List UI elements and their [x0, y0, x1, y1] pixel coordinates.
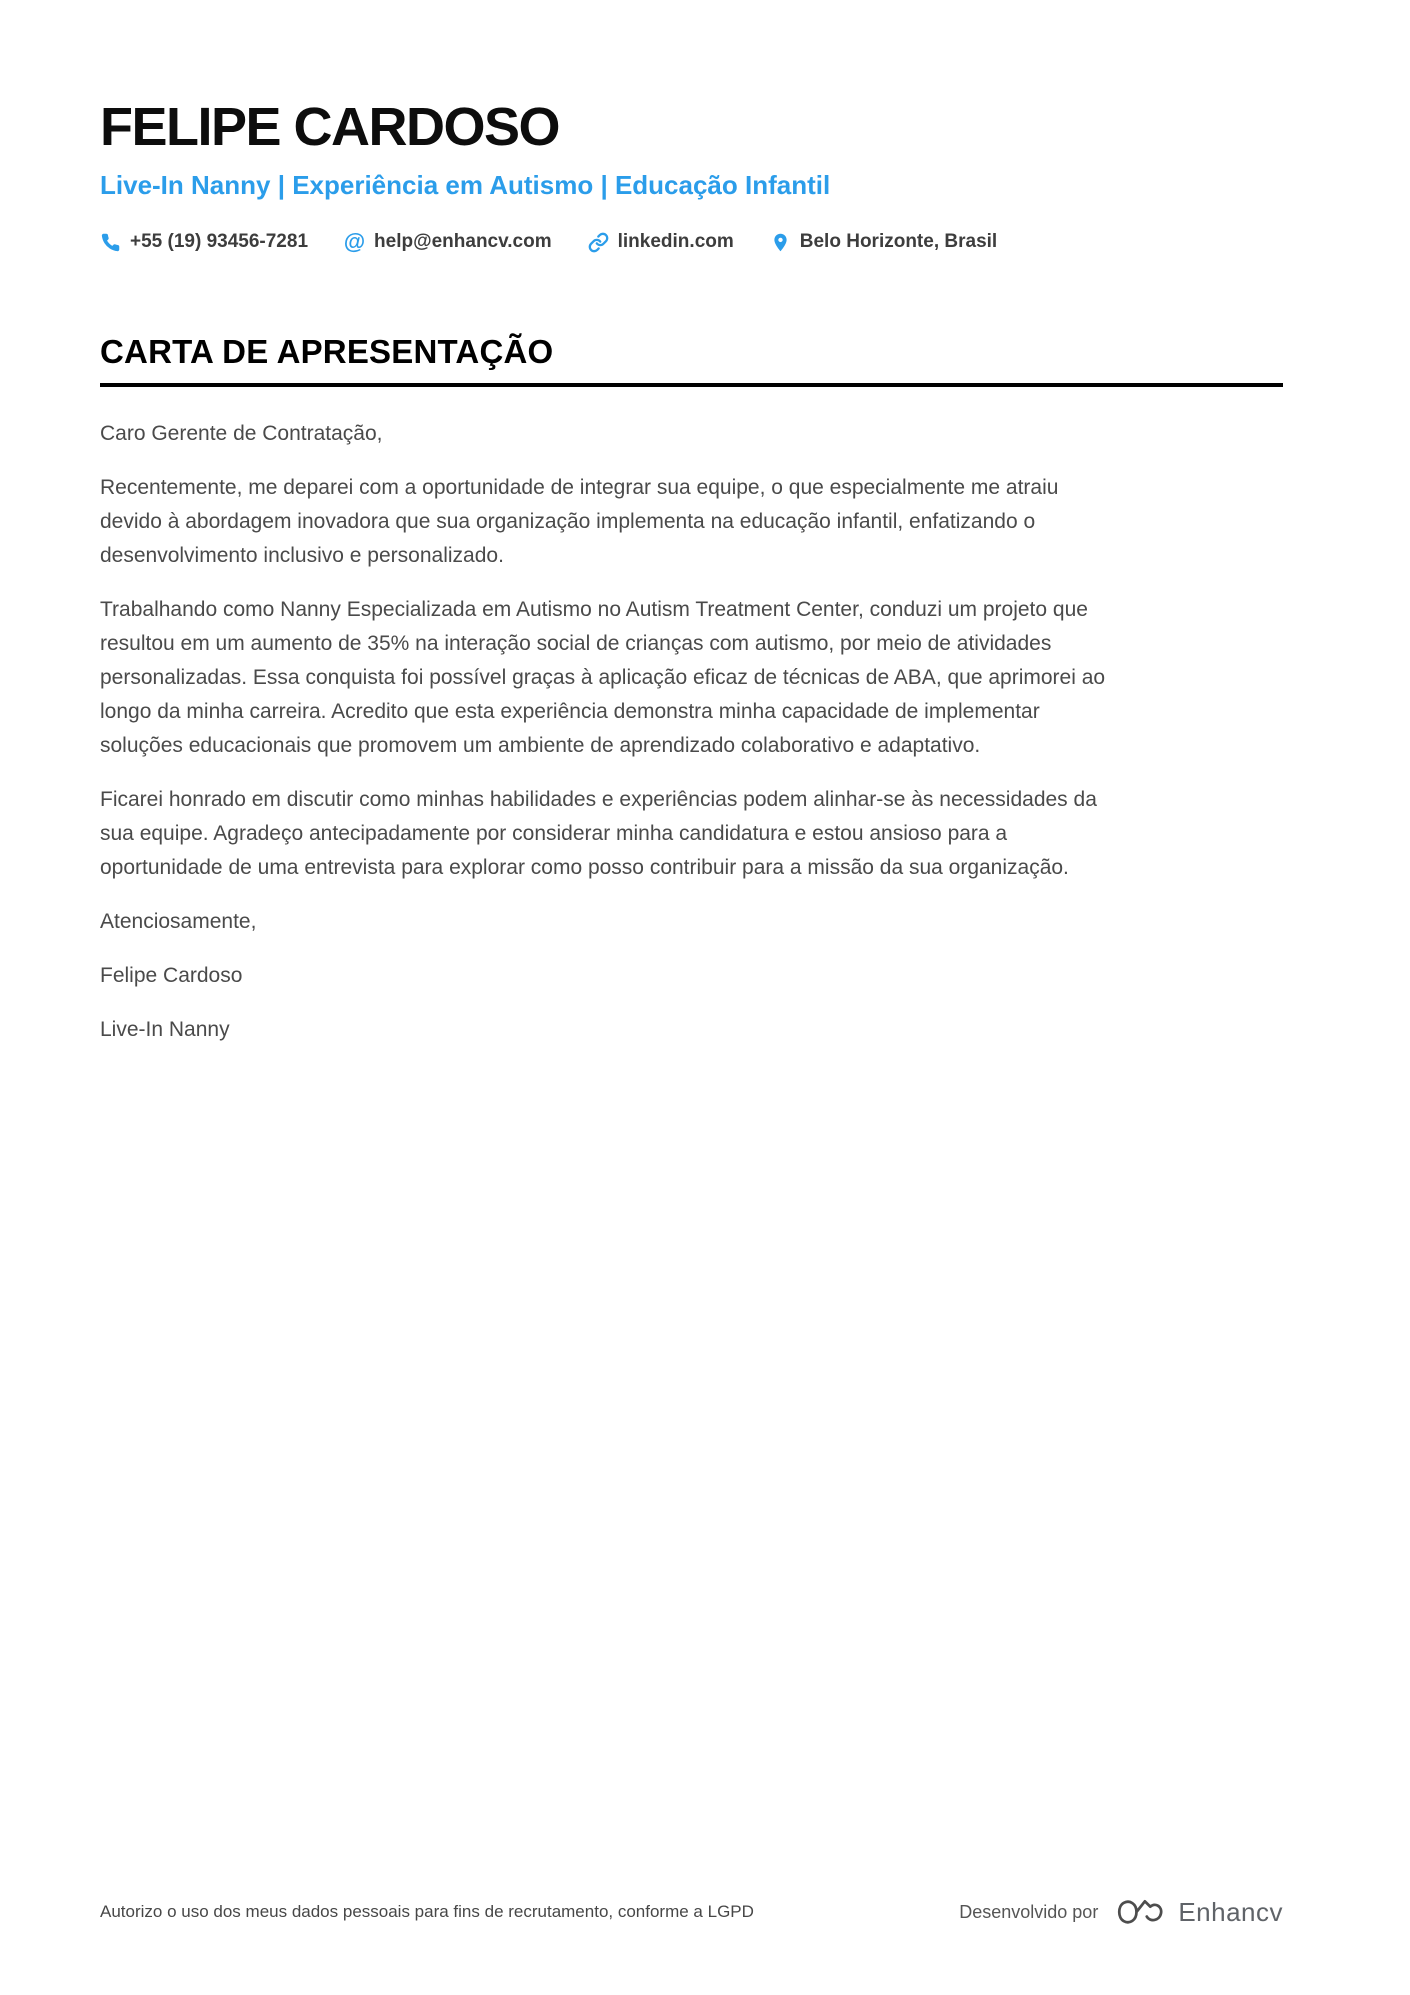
lgpd-consent-note: Autorizo o uso dos meus dados pessoais para fins de recrutamento, conforme a LGPD: [100, 1902, 754, 1921]
at-icon: @: [343, 229, 366, 255]
contact-email[interactable]: [344, 231, 552, 253]
contact-linkedin-label: linkedin.com: [617, 231, 734, 253]
headline: Live-In Nanny | Experiência em Autismo | Educação Infantil: [100, 170, 831, 201]
letter-body: [100, 417, 1110, 1047]
location-icon: [770, 232, 791, 253]
contact-phone[interactable]: [100, 231, 308, 253]
person-name: FELIPE CARDOSO: [100, 97, 560, 157]
enhancv-logo-icon: [1112, 1895, 1164, 1929]
contact-email-label: help@enhancv.com: [374, 231, 552, 253]
paragraph-salutation: Caro Gerente de Contratação,: [100, 422, 383, 446]
paragraph-experience: Trabalhando como Nanny Especializada em Autismo no Autism Treatment Center, conduzi um projeto que resultou em um aumento de 35% na interação social de crianças com autismo, por meio de atividades personalizadas. Essa conquista foi possível graças à aplicação eficaz de técnicas de ABA, que aprimorei ao longo da minha carreira. Acredito que esta experiência demonstra minha capacidade de implementar soluções educacionais que promovem um ambiente de aprendizado colaborativo e adaptativo.: [100, 598, 1106, 758]
phone-icon: [100, 232, 121, 253]
section-heading: CARTA DE APRESENTAÇÃO: [100, 333, 1283, 387]
contact-phone-label: +55 (19) 93456-7281: [130, 231, 309, 253]
cover-letter-page: [100, 0, 1283, 1995]
paragraph-closing: Ficarei honrado em discutir como minhas habilidades e experiências podem alinhar-se às necessidades da sua equipe. Agradeço antecipadamente por considerar minha candidatura e estou ansioso para a oportunidade de uma entrevista para explorar como posso contribuir para a missão da sua organização.: [100, 788, 1097, 880]
paragraph-signature-name: Felipe Cardoso: [100, 964, 243, 988]
brand-wordmark: Enhancv: [1178, 1896, 1283, 1927]
contact-row: [100, 231, 1283, 253]
page-footer: [100, 1895, 1283, 1929]
paragraph-intro: Recentemente, me deparei com a oportunidade de integrar sua equipe, o que especialmente me atraiu devido à abordagem inovadora que sua organização implementa na educação infantil, enfatizando o desenvolvimento inclusivo e personalizado.: [100, 476, 1059, 568]
paragraph-signoff: Atenciosamente,: [100, 910, 257, 934]
powered-by[interactable]: [959, 1895, 1283, 1929]
contact-location-label: Belo Horizonte, Brasil: [799, 231, 998, 253]
link-icon: [588, 232, 609, 253]
contact-location: [770, 231, 997, 253]
contact-linkedin[interactable]: [588, 231, 734, 253]
paragraph-signature-title: Live-In Nanny: [100, 1018, 230, 1042]
cover-letter-section: [100, 333, 1283, 1047]
powered-by-label: Desenvolvido por: [959, 1901, 1099, 1922]
